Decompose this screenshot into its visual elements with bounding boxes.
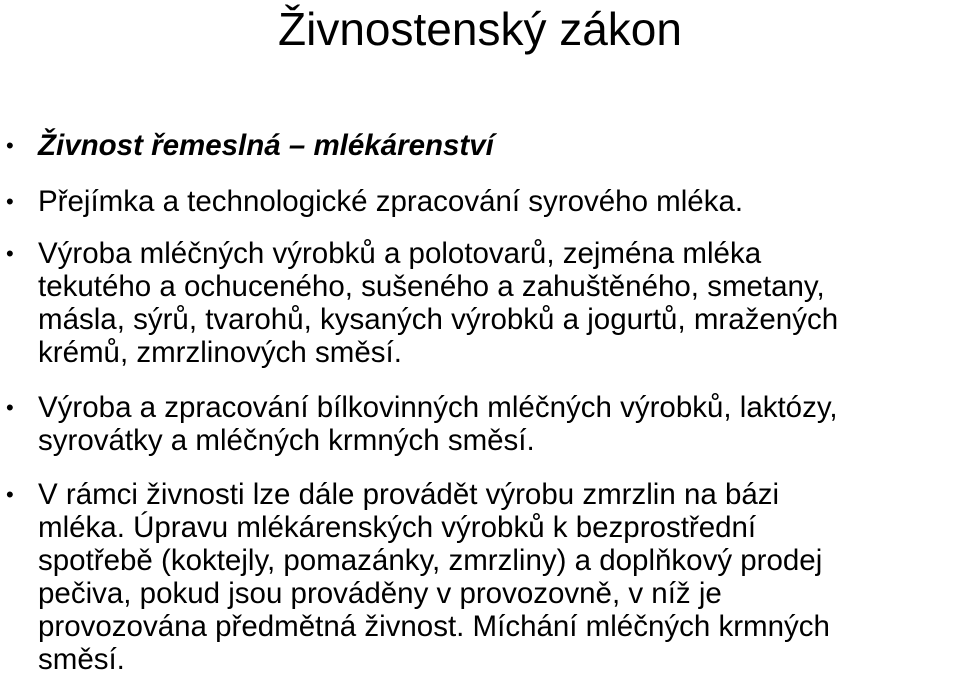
bullet-marker: •	[6, 241, 14, 266]
bullet-text: Výroba mléčných výrobků a polotovarů, zejména mléka tekutého a ochuceného, sušeného a zahuštěného, smetany, másla, sýrů, tvarohů, kysaných výrobků a jogurtů, mražených krémů, zmrzlinových směsí.	[38, 237, 839, 369]
bullet-text: Přejímka a technologické zpracování syrového mléka.	[38, 185, 744, 218]
bullet-marker: •	[6, 189, 14, 214]
slide-title: Živnostenský zákon	[278, 3, 682, 55]
bullet-text: V rámci živnosti lze dále provádět výrobu zmrzlin na bázi mléka. Úpravu mlékárenských výrobků k bezprostřední spotřebě (koktejly, pomazánky, zmrzliny) a doplňkový prodej pečiva, pokud jsou prováděny v provozovně, v níž je provozována předmětná živnost. Míchání mléčných krmných směsí.	[38, 478, 830, 676]
bullet-marker: •	[6, 482, 14, 507]
bullet-text: Výroba a zpracování bílkovinných mléčných výrobků, laktózy, syrovátky a mléčných krmných směsí.	[38, 391, 838, 457]
bullet-marker: •	[6, 395, 14, 420]
bullet-text: Živnost řemeslná – mlékárenství	[38, 129, 494, 162]
bullet-marker: •	[6, 133, 14, 158]
